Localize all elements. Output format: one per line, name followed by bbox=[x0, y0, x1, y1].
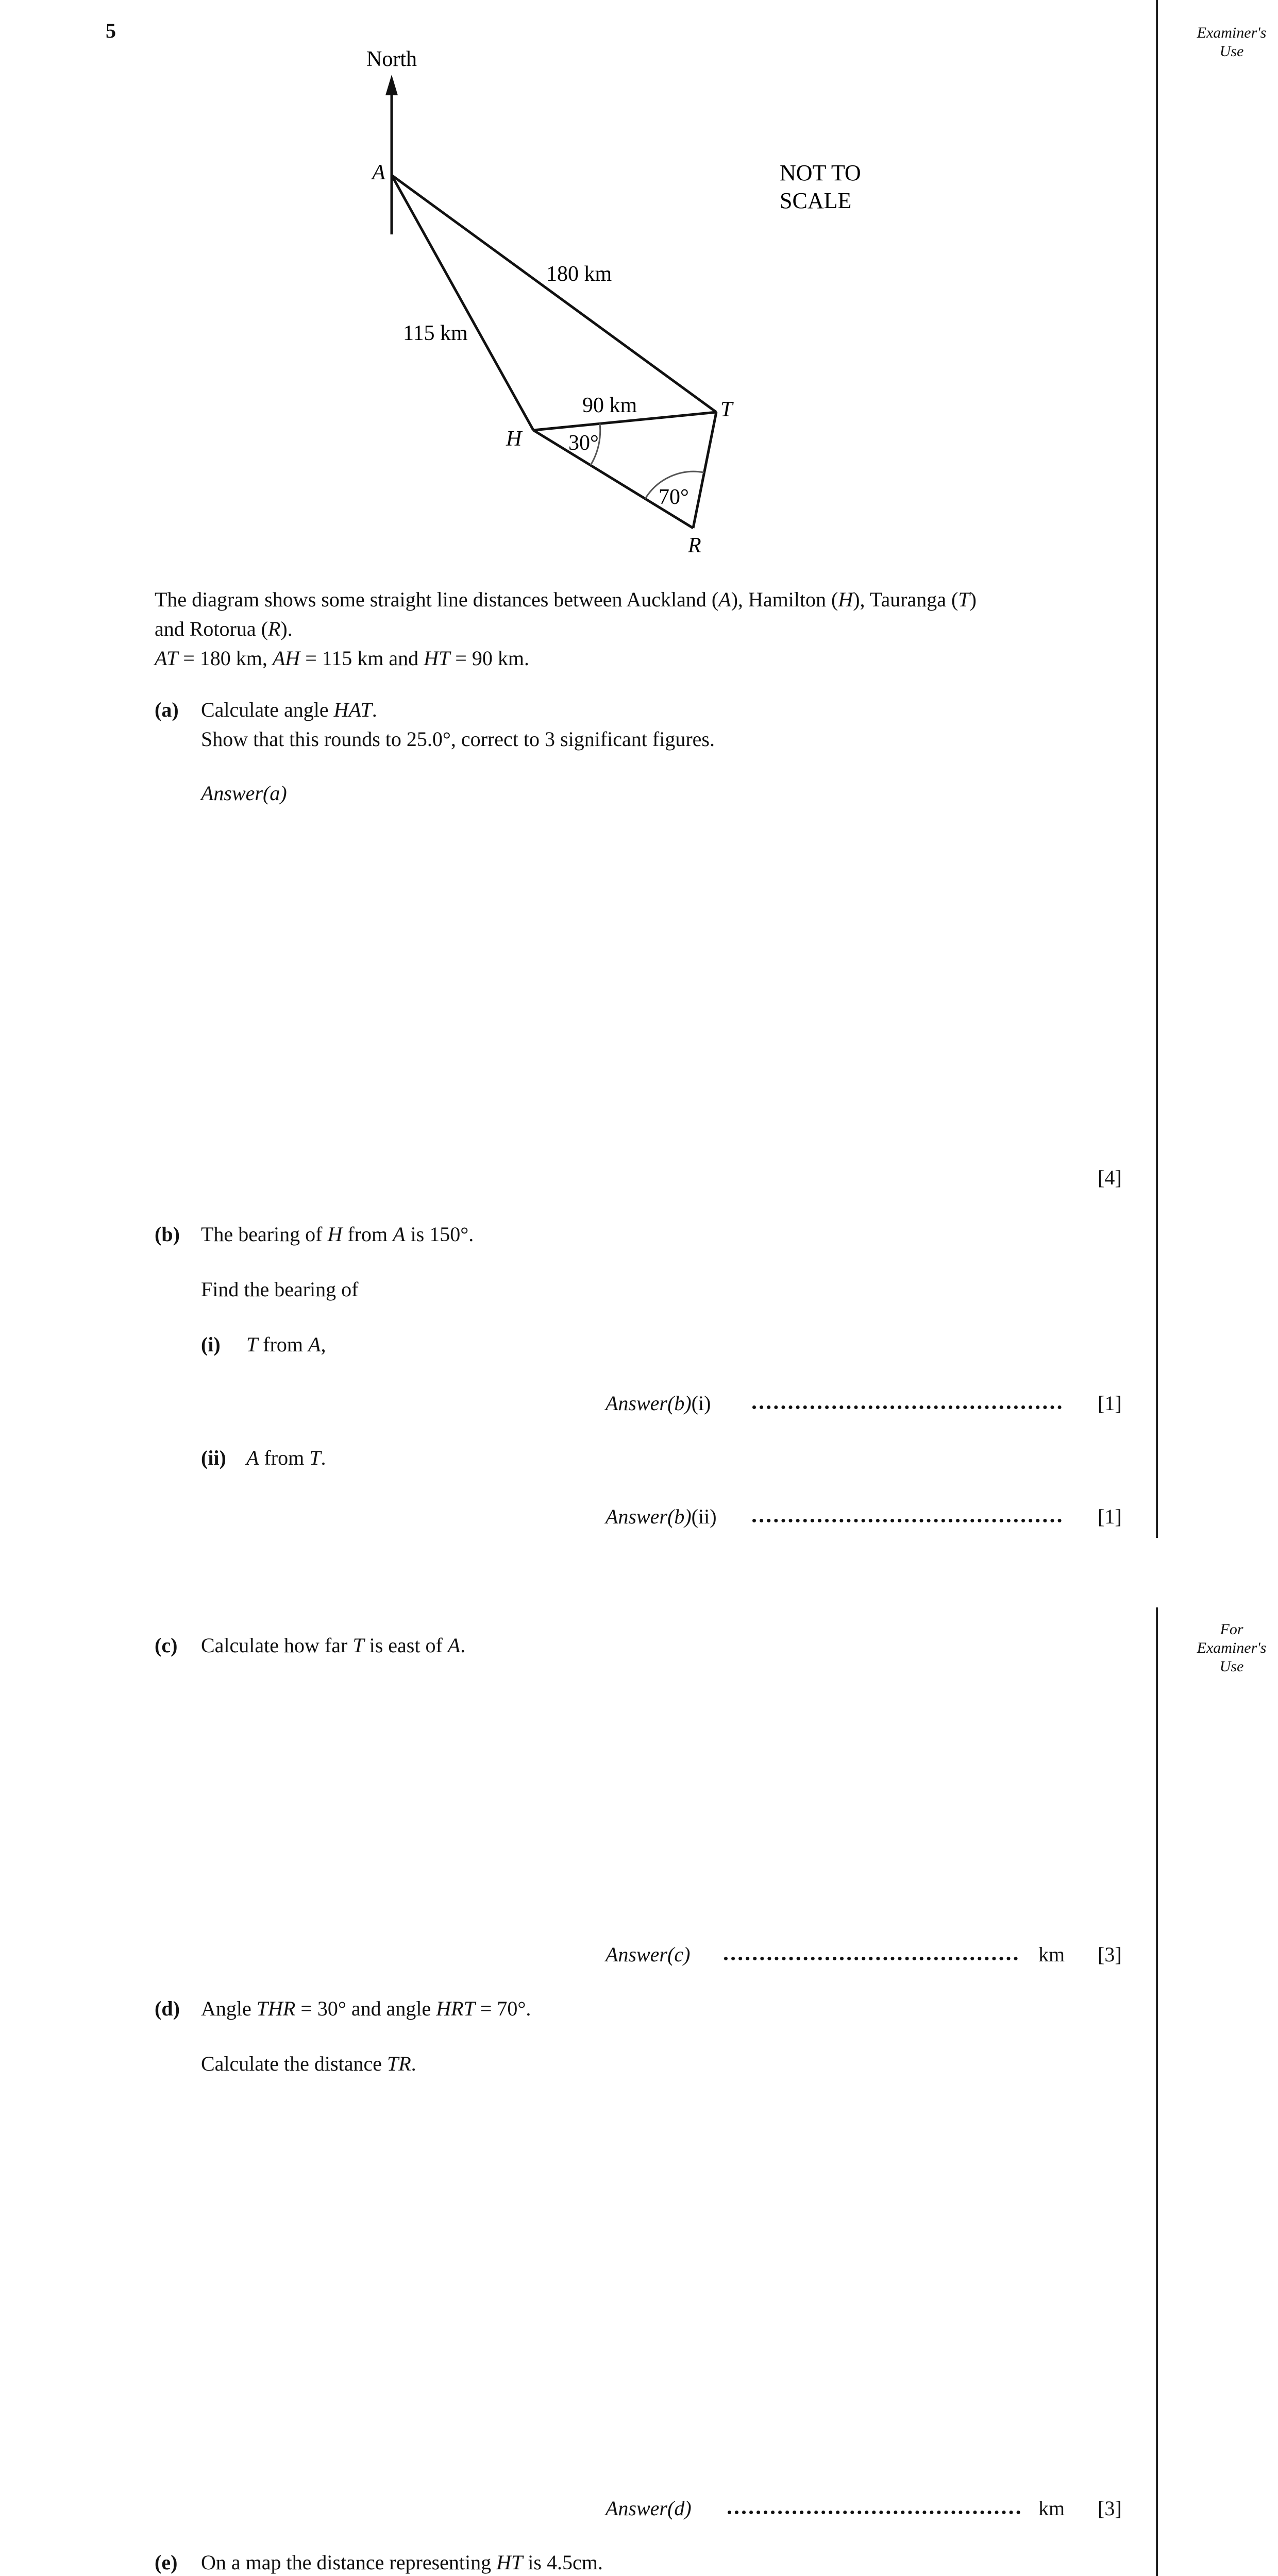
part-d-answer-line[interactable] bbox=[728, 2511, 1020, 2514]
line-AT bbox=[392, 175, 716, 412]
part-d-line-2: Calculate the distance TR. bbox=[201, 2052, 416, 2075]
intro-line-1: The diagram shows some straight line distances between Auckland (A), Hamilton (H), Tauranga (T) bbox=[155, 588, 977, 611]
part-b-i-answer-line[interactable] bbox=[752, 1405, 1062, 1409]
label-T: T bbox=[720, 398, 733, 421]
part-d-mark: [3] bbox=[1098, 2497, 1122, 2520]
part-c-text: Calculate how far T is east of A. bbox=[201, 1634, 466, 1657]
part-a-answer-label: Answer(a) bbox=[201, 782, 287, 805]
triangle-diagram bbox=[0, 0, 1278, 577]
part-b-line-1: The bearing of H from A is 150°. bbox=[201, 1223, 474, 1246]
examiner-margin-line-2 bbox=[1156, 1607, 1158, 2576]
part-a-line-1: Calculate angle HAT. bbox=[201, 698, 377, 721]
part-b-ii-label: (ii) bbox=[201, 1446, 226, 1469]
part-d-answer-label: Answer(d) bbox=[606, 2497, 692, 2520]
line-HR bbox=[533, 430, 693, 528]
part-a-line-2: Show that this rounds to 25.0°, correct to 3 significant figures. bbox=[201, 727, 715, 751]
examiner-use-label-2: For Examiner's Use bbox=[1197, 1621, 1267, 1675]
part-b-i-label: (i) bbox=[201, 1333, 221, 1356]
part-b-ii-mark: [1] bbox=[1098, 1505, 1122, 1528]
part-c-label: (c) bbox=[155, 1634, 178, 1657]
part-e-line-1: On a map the distance representing HT is 4.5cm. bbox=[201, 2551, 603, 2574]
intro-line-3: AT = 180 km, AH = 115 km and HT = 90 km. bbox=[155, 647, 529, 670]
part-b-label: (b) bbox=[155, 1223, 180, 1246]
not-to-scale-2: SCALE bbox=[780, 188, 852, 213]
question-number: 5 bbox=[106, 19, 116, 42]
part-b-line-2: Find the bearing of bbox=[201, 1278, 359, 1301]
part-d-label: (d) bbox=[155, 1997, 180, 2020]
not-to-scale-1: NOT TO bbox=[780, 160, 861, 185]
examiner-use-label: Examiner's Use bbox=[1197, 24, 1267, 60]
part-a-label: (a) bbox=[155, 698, 179, 721]
part-b-ii-answer-label: Answer(b)(ii) bbox=[606, 1505, 717, 1528]
intro-line-2: and Rotorua (R). bbox=[155, 617, 293, 640]
label-A: A bbox=[372, 161, 385, 184]
line-TR bbox=[693, 412, 716, 528]
part-e-label: (e) bbox=[155, 2551, 178, 2574]
part-b-i-mark: [1] bbox=[1098, 1392, 1122, 1415]
part-c-mark: [3] bbox=[1098, 1943, 1122, 1966]
line-AH bbox=[392, 175, 533, 430]
label-115km: 115 km bbox=[403, 321, 468, 345]
label-180km: 180 km bbox=[546, 262, 612, 286]
label-70deg: 70° bbox=[659, 485, 689, 509]
part-b-i-answer-label: Answer(b)(i) bbox=[606, 1392, 711, 1415]
label-30deg: 30° bbox=[568, 431, 599, 455]
part-d-unit: km bbox=[1038, 2497, 1065, 2520]
label-H: H bbox=[506, 427, 522, 451]
label-90km: 90 km bbox=[582, 394, 637, 417]
part-b-i-text: T from A, bbox=[246, 1333, 326, 1356]
part-b-ii-answer-line[interactable] bbox=[752, 1519, 1062, 1522]
part-d-line-1: Angle THR = 30° and angle HRT = 70°. bbox=[201, 1997, 531, 2020]
north-label: North bbox=[366, 47, 417, 71]
label-R: R bbox=[688, 534, 701, 557]
part-c-unit: km bbox=[1038, 1943, 1065, 1966]
part-a-mark: [4] bbox=[1098, 1166, 1122, 1189]
part-c-answer-line[interactable] bbox=[724, 1957, 1018, 1960]
north-arrow-head bbox=[385, 75, 398, 95]
part-b-ii-text: A from T. bbox=[246, 1446, 326, 1469]
part-c-answer-label: Answer(c) bbox=[606, 1943, 691, 1966]
